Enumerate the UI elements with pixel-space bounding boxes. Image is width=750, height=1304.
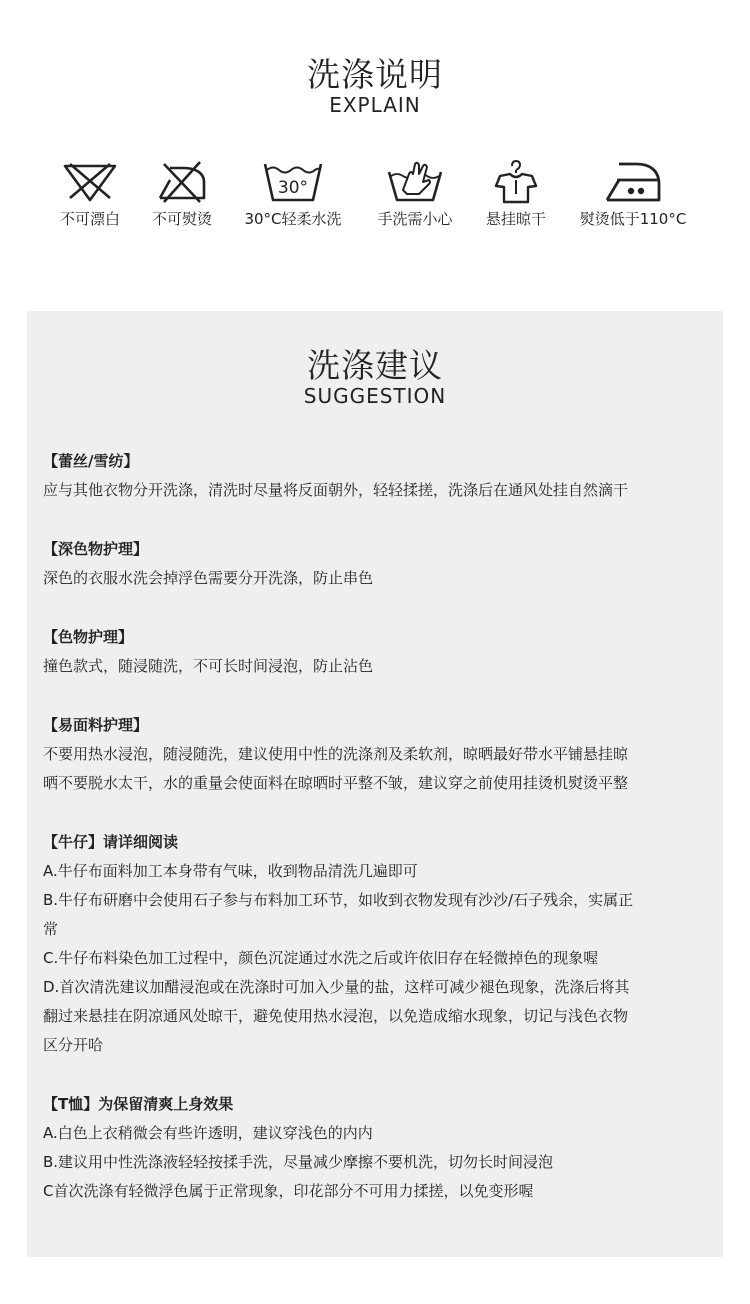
care-label-hand-wash: 手洗需小心 xyxy=(377,210,453,228)
wash-30-icon-text: 30° xyxy=(277,178,309,198)
wash-30-icon xyxy=(261,160,325,204)
suggestion-panel xyxy=(27,311,723,1257)
iron-low-icon xyxy=(601,160,665,204)
hand-wash-icon xyxy=(385,160,445,204)
section-title: 【深色物护理】 xyxy=(43,540,149,558)
explain-subtitle: EXPLAIN xyxy=(329,93,421,117)
section-title: 【色物护理】 xyxy=(43,628,134,646)
care-item-iron-low xyxy=(573,160,693,229)
section-text: B.建议用中性洗涤液轻轻按揉手洗，尽量减少摩擦不要机洗，切勿长时间浸泡 xyxy=(43,1153,554,1171)
section-text: A.白色上衣稍微会有些许透明，建议穿浅色的内内 xyxy=(43,1124,373,1142)
suggestion-subtitle: SUGGESTION xyxy=(303,384,447,408)
explain-title: 洗涤说明 xyxy=(307,55,443,94)
care-label-iron-low: 熨烫低于110°C xyxy=(579,210,687,228)
suggestion-title: 洗涤建议 xyxy=(307,346,443,385)
section-dark-care xyxy=(43,535,715,593)
section-tshirt xyxy=(43,1090,715,1206)
care-item-no-iron xyxy=(122,160,242,229)
section-text: 应与其他衣物分开洗涤，清洗时尽量将反面朝外，轻轻揉搓，洗涤后在通风处挂自然滴干 xyxy=(43,481,629,499)
section-text: 区分开哈 xyxy=(43,1036,104,1054)
section-color-care xyxy=(43,623,715,681)
section-text: C首次洗涤有轻微浮色属于正常现象，印花部分不可用力揉搓，以免变形喔 xyxy=(43,1182,534,1200)
section-text: D.首次清洗建议加醋浸泡或在洗涤时可加入少量的盐，这样可减少褪色现象，洗涤后将其 xyxy=(43,978,630,996)
care-label-no-bleach: 不可漂白 xyxy=(59,210,120,228)
care-item-hang-dry xyxy=(456,160,576,229)
care-item-wash-30 xyxy=(233,160,353,229)
care-label-wash-30: 30°C轻柔水洗 xyxy=(244,210,342,228)
no-iron-icon xyxy=(152,160,212,204)
section-title: 【牛仔】请详细阅读 xyxy=(43,833,179,851)
care-icons-row xyxy=(0,160,750,235)
care-label-hang-dry: 悬挂晾干 xyxy=(485,210,546,228)
section-text: B.牛仔布研磨中会使用石子参与布料加工环节，如收到衣物发现有沙沙/石子残余，实属正 xyxy=(43,891,634,909)
section-text: 翻过来悬挂在阴凉通风处晾干，避免使用热水浸泡，以免造成缩水现象，切记与浅色衣物 xyxy=(43,1007,629,1025)
section-text: 不要用热水浸泡，随浸随洗，建议使用中性的洗涤剂及柔软剂，晾晒最好带水平铺悬挂晾 xyxy=(43,745,629,763)
section-denim xyxy=(43,828,715,1060)
suggestion-sections xyxy=(43,447,715,1236)
section-text: 撞色款式，随浸随洗，不可长时间浸泡，防止沾色 xyxy=(43,657,374,675)
care-label-no-iron: 不可熨烫 xyxy=(151,210,212,228)
hang-dry-icon xyxy=(486,160,546,204)
section-title: 【T恤】为保留清爽上身效果 xyxy=(43,1095,234,1113)
section-text: 常 xyxy=(43,920,59,938)
no-bleach-icon xyxy=(60,160,120,204)
section-text: A.牛仔布面料加工本身带有气味，收到物品清洗几遍即可 xyxy=(43,862,418,880)
suggestion-header xyxy=(27,347,723,407)
section-lace-chiffon xyxy=(43,447,715,505)
section-title: 【易面料护理】 xyxy=(43,716,149,734)
section-text: 晒不要脱水太干，水的重量会使面料在晾晒时平整不皱，建议穿之前使用挂烫机熨烫平整 xyxy=(43,774,629,792)
section-easy-fabric-care xyxy=(43,711,715,798)
section-text: C.牛仔布料染色加工过程中，颜色沉淀通过水洗之后或许依旧存在轻微掉色的现象喔 xyxy=(43,949,599,967)
section-text: 深色的衣服水洗会掉浮色需要分开洗涤，防止串色 xyxy=(43,569,374,587)
section-title: 【蕾丝/雪纺】 xyxy=(43,452,139,470)
explain-header xyxy=(0,56,750,116)
